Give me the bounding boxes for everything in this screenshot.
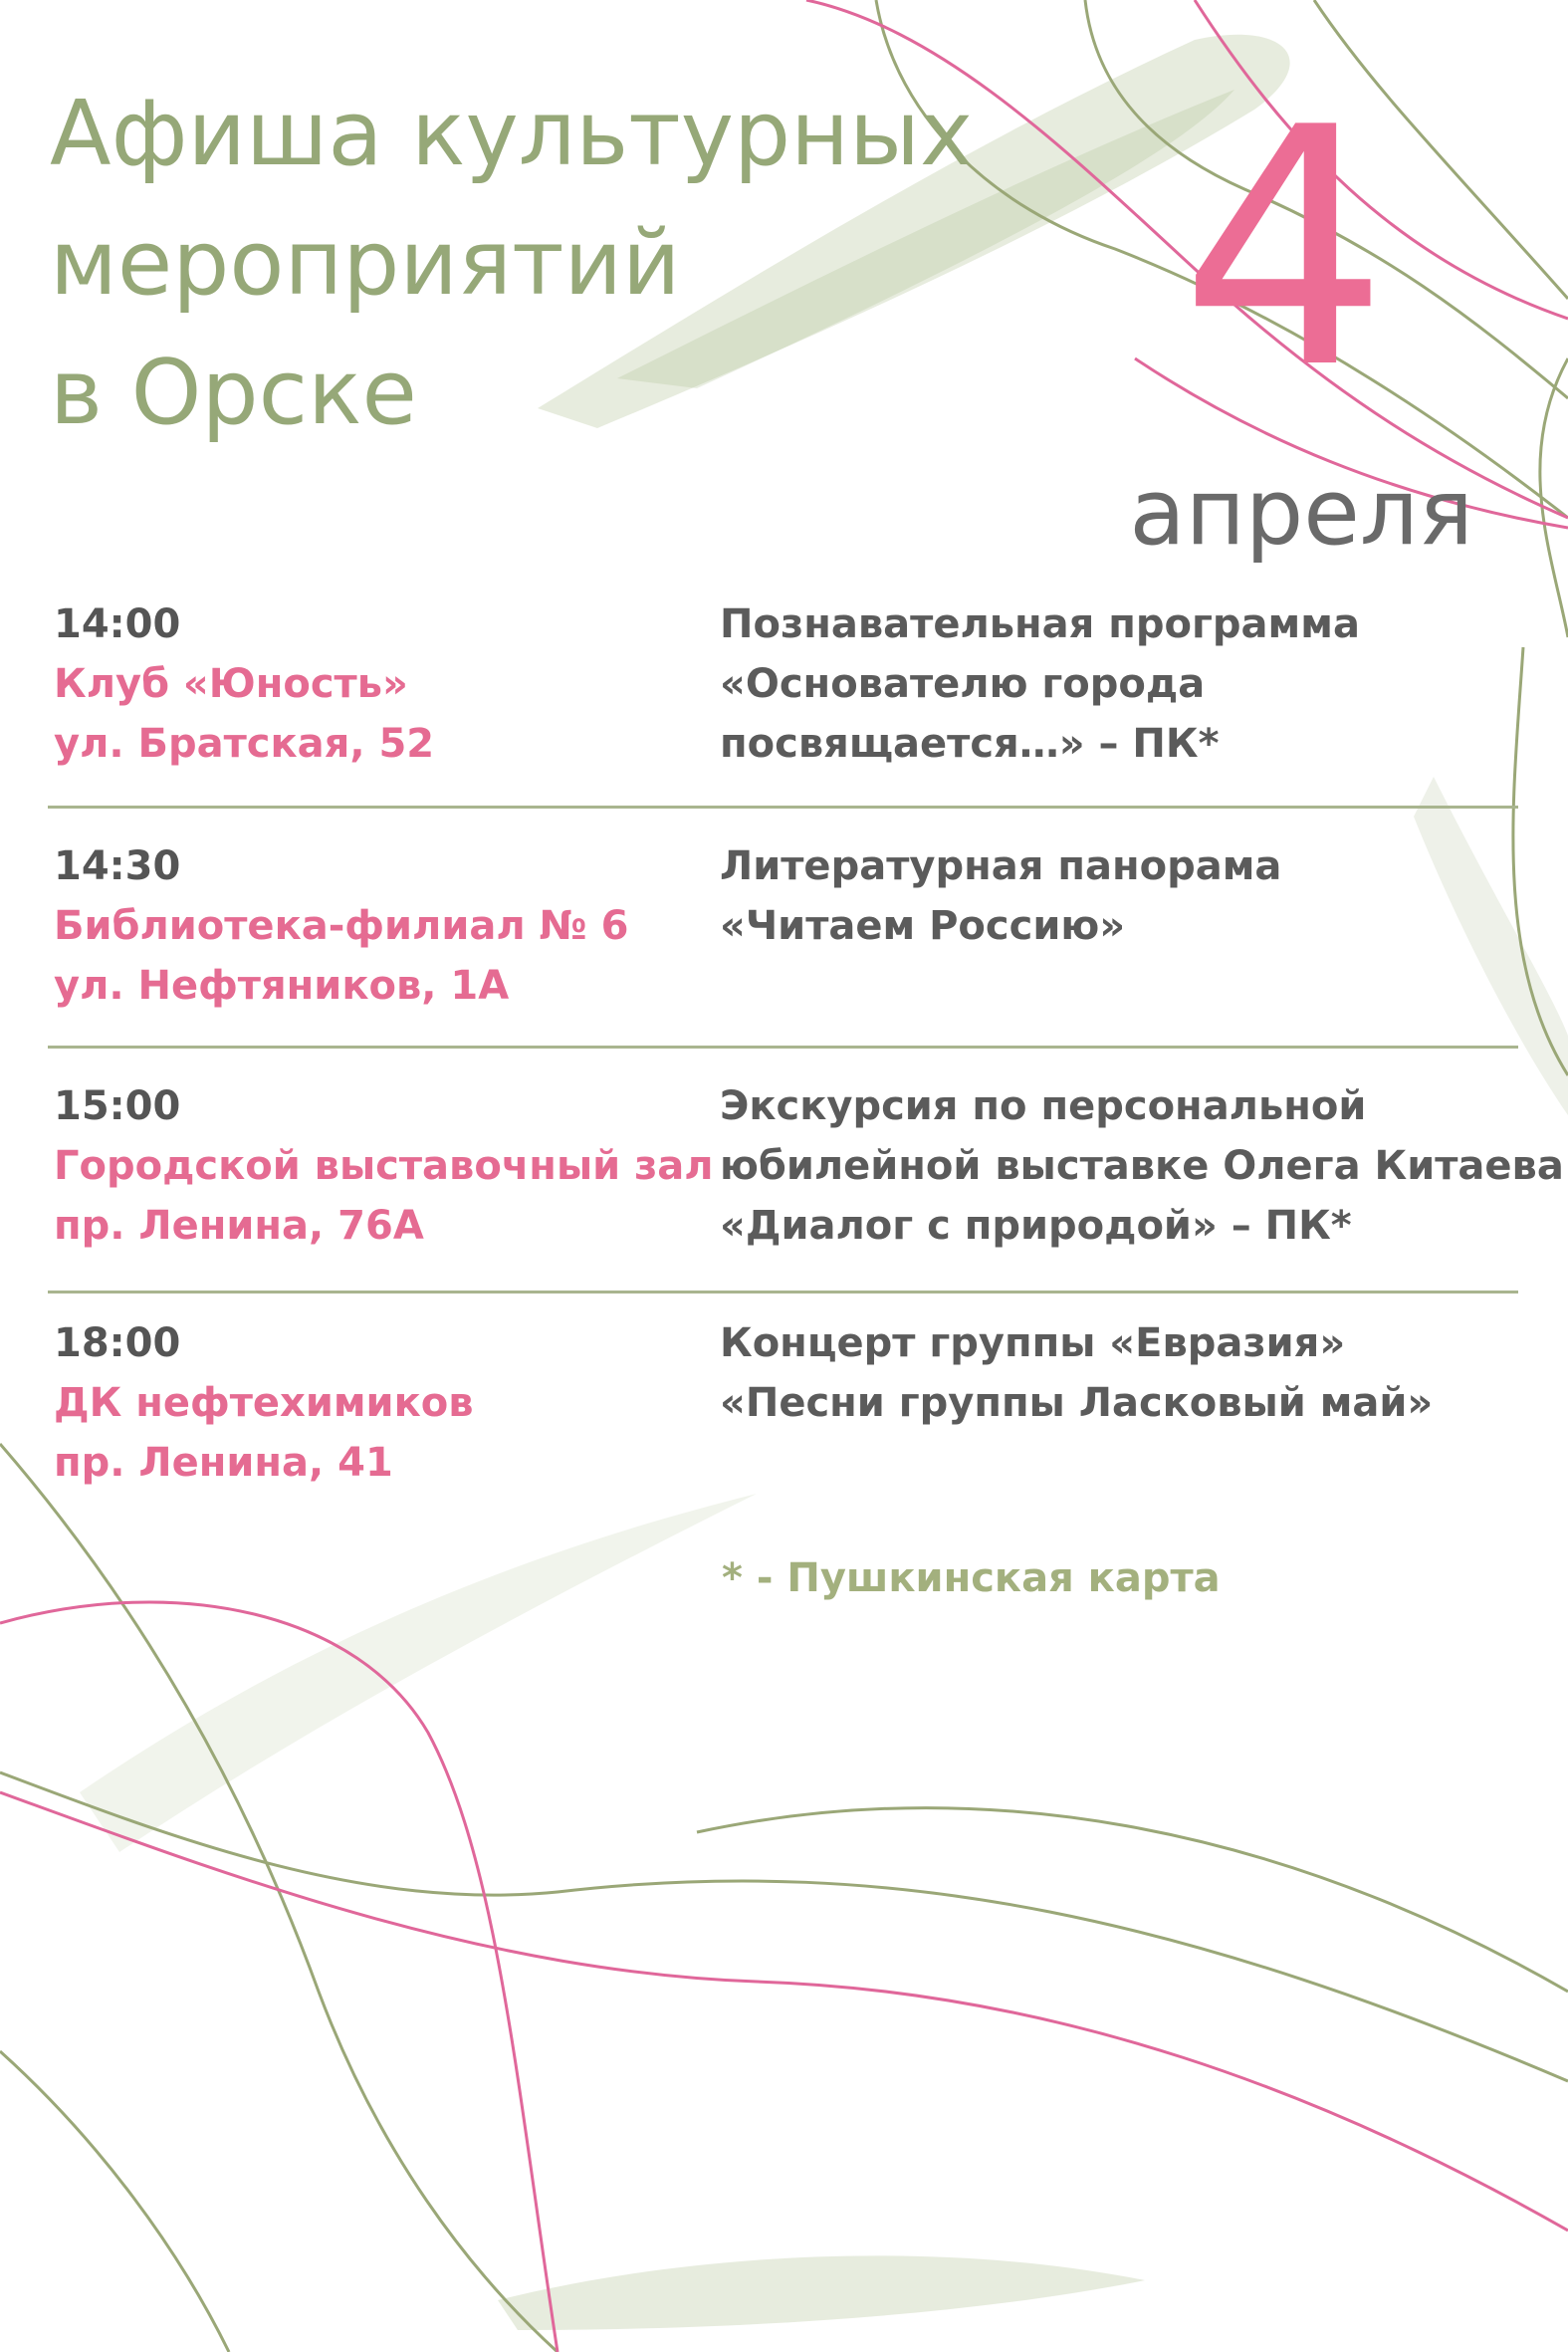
event-time: 14:30 (54, 843, 181, 889)
event-address: ул. Нефтяников, 1А (54, 963, 510, 1009)
event-address: ул. Братская, 52 (54, 721, 435, 767)
event-info (48, 594, 720, 806)
event-description (720, 1076, 1564, 1291)
event-description-line: Познавательная программа (720, 601, 1360, 647)
event-time: 18:00 (54, 1320, 181, 1366)
event-description-line: «Диалог с природой» – ПК* (720, 1203, 1352, 1249)
event-row (48, 809, 1518, 1049)
event-description-line: «Читаем Россию» (720, 903, 1126, 949)
title-line-2: мероприятий (50, 211, 681, 316)
events-list (48, 590, 1564, 1503)
event-description (720, 836, 1518, 1046)
poster-title (50, 70, 1145, 458)
event-description-line: Экскурсия по персональной (720, 1083, 1367, 1129)
event-row (48, 1294, 1518, 1503)
event-description-line: юбилейной выставке Олега Китаева (720, 1143, 1564, 1189)
pushkin-card-footnote: * - Пушкинская карта (722, 1555, 1221, 1601)
event-time: 15:00 (54, 1083, 181, 1129)
event-info (48, 1313, 720, 1503)
date-month: апреля (1129, 459, 1473, 566)
event-row (48, 590, 1518, 809)
event-description-line: Концерт группы «Евразия» (720, 1320, 1346, 1366)
title-line-1: Афиша культурных (50, 82, 974, 186)
title-line-3: в Орске (50, 341, 417, 445)
event-description-line: «Песни группы Ласковый май» (720, 1380, 1434, 1426)
event-time: 14:00 (54, 601, 181, 647)
event-address: пр. Ленина, 76А (54, 1203, 424, 1249)
event-info (48, 836, 720, 1046)
date-day: 4 (1180, 58, 1389, 440)
event-venue: ДК нефтехимиков (54, 1380, 474, 1426)
event-description (720, 594, 1518, 806)
event-description-line: «Основателю города (720, 661, 1206, 707)
event-description (720, 1313, 1518, 1503)
event-description-line: Литературная панорама (720, 843, 1282, 889)
event-info (48, 1076, 720, 1291)
event-venue: Городской выставочный зал (54, 1143, 714, 1189)
event-description-line: посвящается…» – ПК* (720, 721, 1220, 767)
event-venue: Клуб «Юность» (54, 661, 408, 707)
event-address: пр. Ленина, 41 (54, 1440, 393, 1486)
event-venue: Библиотека-филиал № 6 (54, 903, 629, 949)
event-row (48, 1049, 1564, 1294)
